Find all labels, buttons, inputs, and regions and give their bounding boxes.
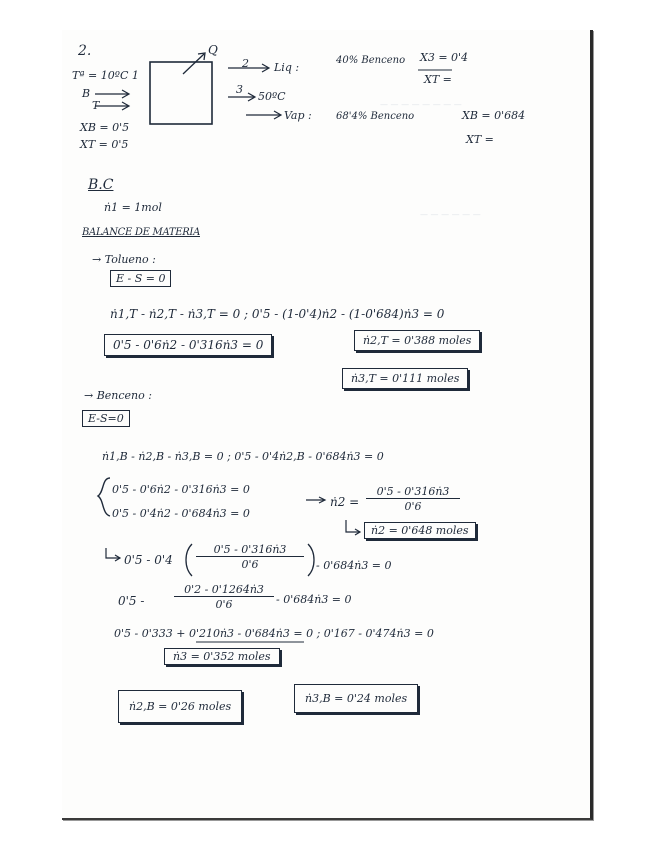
liquid-x3: X3 = 0'4 — [420, 51, 469, 64]
line2-numerator: 0'2 - 0'1264ṅ3 — [174, 584, 274, 597]
toluene-equation-1: ṅ1,T - ṅ2,T - ṅ3,T = 0 ; 0'5 - (1-0'4)ṅ2 - (1-0'684)ṅ3 = 0 — [110, 307, 445, 321]
result-n2t-box: ṅ2,T = 0'388 moles — [354, 330, 480, 351]
problem-number: 2. — [78, 43, 92, 59]
toluene-balance-box: E - S = 0 — [110, 270, 171, 287]
q-label: Q — [208, 43, 218, 57]
vapor-xb: XB = 0'684 — [462, 109, 526, 122]
benzene-header: → Benceno : — [84, 389, 152, 402]
substitution-denominator: 0'6 — [241, 558, 259, 571]
liquid-composition: 40% Benceno — [336, 55, 406, 66]
bleed-through-text: — — — — — — — — — [380, 100, 462, 109]
system-equation-1: 0'5 - 0'6ṅ2 - 0'316ṅ3 = 0 — [112, 483, 250, 496]
stream-3-temp: 50ºC — [258, 90, 286, 103]
vapor-xt: XT = — [466, 133, 494, 146]
balance-title: BALANCE DE MATERIA — [82, 227, 200, 238]
toluene-equation-2-box: 0'5 - 0'6ṅ2 - 0'316ṅ3 = 0 — [104, 334, 272, 356]
line2-lhs: 0'5 - — [118, 594, 145, 608]
vapor-label: Vap : — [284, 109, 312, 122]
substitution-numerator: 0'5 - 0'316ṅ3 — [196, 544, 304, 557]
result-n3t-box: ṅ3,T = 0'111 moles — [342, 368, 468, 389]
bleed-through-text: — — — — — — — [420, 210, 481, 219]
n2-numerator: 0'5 - 0'316ṅ3 — [366, 486, 460, 499]
vapor-composition: 68'4% Benceno — [336, 111, 415, 122]
benzene-balance-box: E-S=0 — [82, 410, 130, 427]
benzene-equation-1: ṅ1,B - ṅ2,B - ṅ3,B = 0 ; 0'5 - 0'4ṅ2,B - 0'684ṅ3 = 0 — [102, 450, 384, 463]
result-n2b-box: ṅ2,B = 0'26 moles — [118, 690, 242, 723]
result-n3-box: ṅ3 = 0'352 moles — [164, 648, 280, 665]
liquid-label: Liq : — [274, 61, 300, 74]
line2-denominator: 0'6 — [215, 598, 233, 611]
toluene-header: → Tolueno : — [92, 253, 156, 266]
stream-3-label: 3 — [236, 83, 243, 96]
basis-title: B.C — [88, 177, 114, 193]
inlet-temperature: Tª = 10ºC 1 — [72, 69, 139, 82]
liquid-xt: XT = — [424, 73, 452, 86]
basis-value: ṅ1 = 1mol — [104, 201, 162, 214]
inlet-t-label: T — [92, 99, 100, 112]
xt-feed: XT = 0'5 — [80, 138, 129, 151]
line2-rhs: - 0'684ṅ3 = 0 — [276, 593, 352, 606]
result-n3b-box: ṅ3,B = 0'24 moles — [294, 684, 418, 713]
n2-expression-lhs: ṅ2 = — [330, 495, 360, 509]
system-equation-2: 0'5 - 0'4ṅ2 - 0'684ṅ3 = 0 — [112, 507, 250, 520]
substitution-lhs: 0'5 - 0'4 — [124, 553, 173, 567]
result-n2-box: ṅ2 = 0'648 moles — [364, 522, 476, 539]
n2-denominator: 0'6 — [404, 500, 422, 513]
stream-2-label: 2 — [242, 57, 249, 70]
line3-equation: 0'5 - 0'333 + 0'210ṅ3 - 0'684ṅ3 = 0 ; 0'167 - 0'474ṅ3 = 0 — [114, 627, 434, 640]
substitution-rhs: - 0'684ṅ3 = 0 — [316, 559, 392, 572]
inlet-b-label: B — [82, 87, 91, 100]
xb-feed: XB = 0'5 — [80, 121, 130, 134]
